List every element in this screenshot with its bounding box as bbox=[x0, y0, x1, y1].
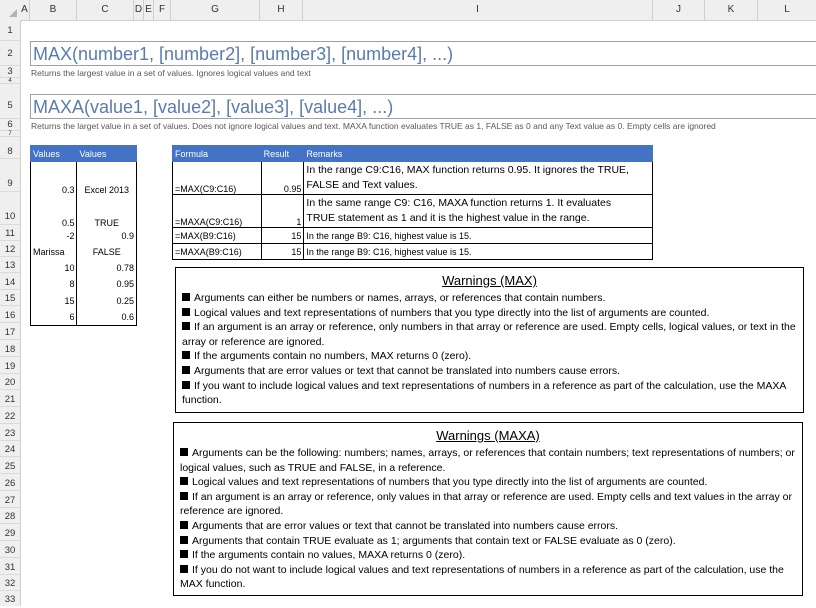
bullet-square-icon bbox=[182, 308, 190, 316]
row-header[interactable]: 7 bbox=[0, 131, 20, 137]
row-header[interactable]: 19 bbox=[0, 357, 20, 374]
warnings-max-title: Warnings (MAX) bbox=[442, 273, 537, 288]
list-item: If you want to include logical values and text representations of numbers in a reference as part of the calculation, use the MAXA function. bbox=[182, 379, 786, 407]
formula-cell[interactable]: =MAX(C9:C16) bbox=[173, 162, 262, 195]
cell-c14[interactable]: 0.95 bbox=[77, 276, 137, 293]
bullet-square-icon bbox=[182, 293, 190, 301]
remark-line: FALSE and Text values. bbox=[306, 179, 418, 191]
row-header[interactable]: 12 bbox=[0, 241, 20, 257]
table-row bbox=[31, 276, 137, 293]
values-header-b[interactable]: Values bbox=[31, 146, 77, 162]
column-header-d[interactable]: D bbox=[134, 0, 144, 20]
select-all-corner[interactable] bbox=[0, 0, 20, 20]
row-header[interactable]: 24 bbox=[0, 441, 20, 457]
row-header[interactable]: 18 bbox=[0, 340, 20, 357]
table-row bbox=[31, 309, 137, 326]
column-header-k[interactable]: K bbox=[705, 0, 758, 20]
row-header[interactable]: 21 bbox=[0, 390, 20, 407]
bullet-square-icon bbox=[180, 477, 188, 485]
bullet-square-icon bbox=[180, 448, 188, 456]
table-row bbox=[31, 260, 137, 276]
bullet-square-icon bbox=[180, 492, 188, 500]
remark-line: TRUE statement as 1 and it is the highest value in the range. bbox=[306, 212, 590, 224]
row-header[interactable]: 6 bbox=[0, 119, 20, 131]
table-row bbox=[173, 162, 653, 195]
bullet-square-icon bbox=[182, 366, 190, 374]
row-header[interactable]: 5 bbox=[0, 84, 20, 119]
list-item: If an argument is an array or reference, only numbers in that array or reference are used. Empty cells, logical values, or text in the array or reference are ignored. bbox=[182, 321, 796, 348]
list-item: Arguments can be the following: numbers; names, arrays, or references that contain numbers; text representations of numbers; or logical values, such as TRUE and FALSE, in a reference. bbox=[180, 447, 795, 474]
cell-c16[interactable]: 0.6 bbox=[77, 309, 137, 326]
row-header[interactable]: 15 bbox=[0, 290, 20, 306]
row-header-bar bbox=[0, 20, 21, 606]
column-header-b[interactable]: B bbox=[30, 0, 77, 20]
maxa-syntax-title[interactable]: MAXA(value1, [value2], [value3], [value4], ...) bbox=[30, 94, 816, 119]
column-header-e[interactable]: E bbox=[144, 0, 154, 20]
row-header[interactable]: 9 bbox=[0, 159, 20, 192]
table-row bbox=[173, 244, 653, 260]
table-row bbox=[31, 228, 137, 244]
result-cell[interactable]: 0.95 bbox=[261, 162, 304, 195]
row-header[interactable]: 3 bbox=[0, 66, 20, 78]
cell-b11[interactable]: -2 bbox=[31, 228, 77, 244]
bullet-square-icon bbox=[180, 536, 188, 544]
column-header-l[interactable]: L bbox=[784, 4, 790, 15]
cell-b10[interactable]: 0.5 bbox=[31, 195, 77, 228]
column-header-i[interactable]: I bbox=[303, 0, 653, 20]
bullet-square-icon bbox=[180, 521, 188, 529]
column-header-a[interactable]: A bbox=[20, 0, 30, 20]
formula-cell[interactable]: =MAXA(B9:C16) bbox=[173, 244, 262, 260]
row-header[interactable]: 25 bbox=[0, 457, 20, 474]
row-header[interactable]: 2 bbox=[0, 41, 20, 66]
list-item: Arguments that are error values or text that cannot be translated into numbers cause errors. bbox=[182, 364, 797, 379]
bullet-square-icon bbox=[180, 550, 188, 558]
maxa-description[interactable]: Returns the larget value in a set of values. Does not ignore logical values and text. MAXA function evaluates TRUE as 1, FALSE as 0 and any Text value as 0. Empty cells are ignored bbox=[31, 121, 716, 131]
column-header-g[interactable]: G bbox=[171, 0, 260, 20]
cell-b15[interactable]: 15 bbox=[31, 293, 77, 309]
row-header[interactable]: 31 bbox=[0, 558, 20, 575]
list-item: Arguments that are error values or text that cannot be translated into numbers cause errors. bbox=[180, 519, 796, 534]
row-header[interactable]: 4 bbox=[0, 78, 20, 84]
warnings-maxa-title: Warnings (MAXA) bbox=[436, 428, 540, 443]
cell-b9[interactable]: 0.3 bbox=[31, 162, 77, 195]
remark-cell[interactable]: In the range B9: C16, highest value is 15. bbox=[304, 228, 653, 244]
remark-cell[interactable] bbox=[304, 162, 653, 195]
bullet-square-icon bbox=[182, 351, 190, 359]
list-item: Arguments can either be numbers or names, arrays, or references that contain numbers. bbox=[182, 291, 797, 306]
row-header[interactable]: 17 bbox=[0, 323, 20, 340]
row-header[interactable]: 30 bbox=[0, 541, 20, 558]
formula-table bbox=[172, 145, 653, 260]
remarks-header[interactable]: Remarks bbox=[304, 146, 653, 162]
column-header-f[interactable]: F bbox=[154, 0, 171, 20]
cell-b14[interactable]: 8 bbox=[31, 276, 77, 293]
column-header-c[interactable]: C bbox=[77, 0, 134, 20]
column-header-h[interactable]: H bbox=[260, 0, 303, 20]
remark-cell[interactable] bbox=[304, 195, 653, 228]
cell-c11[interactable]: 0.9 bbox=[77, 228, 137, 244]
table-row bbox=[173, 228, 653, 244]
cell-c10[interactable]: TRUE bbox=[77, 195, 137, 228]
formula-header[interactable]: Formula bbox=[173, 146, 262, 162]
cell-c13[interactable]: 0.78 bbox=[77, 260, 137, 276]
list-item: If the arguments contain no numbers, MAX returns 0 (zero). bbox=[182, 349, 797, 364]
values-table bbox=[30, 145, 137, 326]
column-header-bar bbox=[0, 0, 816, 21]
row-header[interactable]: 33 bbox=[4, 594, 16, 605]
list-item: Arguments that contain TRUE evaluate as 1; arguments that contain text or FALSE evaluate as 0 (zero). bbox=[180, 534, 796, 549]
bullet-square-icon bbox=[182, 322, 190, 330]
remark-line: In the same range C9: C16, MAXA function returns 1. It evaluates bbox=[306, 197, 612, 209]
row-header[interactable]: 13 bbox=[0, 257, 20, 273]
cell-b12[interactable]: Marissa bbox=[31, 244, 77, 260]
cell-c12[interactable]: FALSE bbox=[77, 244, 137, 260]
row-header[interactable]: 16 bbox=[0, 306, 20, 323]
row-header[interactable]: 22 bbox=[0, 407, 20, 424]
list-item: If an argument is an array or reference, only values in that array or reference are used. Empty cells and text values in the array or reference are ignored. bbox=[180, 490, 792, 518]
row-header[interactable]: 10 bbox=[0, 192, 20, 225]
bullet-square-icon bbox=[182, 381, 190, 389]
remark-line: In the range C9:C16, MAX function returns 0.95. It ignores the TRUE, bbox=[306, 164, 629, 176]
row-header[interactable]: 14 bbox=[0, 273, 20, 290]
result-cell[interactable]: 15 bbox=[261, 228, 304, 244]
result-header[interactable]: Result bbox=[261, 146, 304, 162]
formula-cell[interactable]: =MAXA(C9:C16) bbox=[173, 195, 262, 228]
row-header[interactable]: 8 bbox=[0, 137, 20, 159]
list-item: If the arguments contain no values, MAXA returns 0 (zero). bbox=[180, 548, 796, 563]
table-row bbox=[31, 195, 137, 228]
row-header[interactable]: 32 bbox=[0, 575, 20, 591]
list-item: If you do not want to include logical values and text representations of numbers in a reference as part of the calculation, use the MAX function. bbox=[180, 563, 784, 591]
row-header[interactable]: 23 bbox=[0, 424, 20, 441]
cell-c9[interactable]: Excel 2013 bbox=[77, 162, 137, 195]
remark-cell[interactable]: In the range B9: C16, highest value is 15. bbox=[304, 244, 653, 260]
column-header-j[interactable]: J bbox=[653, 0, 705, 20]
bullet-square-icon bbox=[180, 565, 188, 573]
row-header[interactable]: 27 bbox=[0, 491, 20, 508]
values-header-c[interactable]: Values bbox=[77, 146, 137, 162]
warnings-max-box[interactable] bbox=[175, 267, 804, 413]
row-header[interactable]: 29 bbox=[0, 524, 20, 541]
table-row bbox=[31, 162, 137, 195]
row-header[interactable]: 1 bbox=[0, 20, 20, 41]
cell-c15[interactable]: 0.25 bbox=[77, 293, 137, 309]
table-row bbox=[31, 244, 137, 260]
table-row bbox=[31, 293, 137, 309]
row-header[interactable]: 26 bbox=[0, 474, 20, 491]
row-header[interactable]: 11 bbox=[0, 225, 20, 241]
result-cell[interactable]: 1 bbox=[261, 195, 304, 228]
list-item: Logical values and text representations of numbers that you type directly into the list of arguments are counted. bbox=[182, 306, 797, 321]
table-row bbox=[173, 195, 653, 228]
max-description[interactable]: Returns the largest value in a set of values. Ignores logical values and text bbox=[31, 68, 311, 78]
cell-b13[interactable]: 10 bbox=[31, 260, 77, 276]
result-cell[interactable]: 15 bbox=[261, 244, 304, 260]
list-item: Logical values and text representations of numbers that you type directly into the list of arguments are counted. bbox=[180, 475, 796, 490]
formula-cell[interactable]: =MAX(B9:C16) bbox=[173, 228, 262, 244]
row-header[interactable]: 20 bbox=[0, 374, 20, 390]
max-syntax-title[interactable]: MAX(number1, [number2], [number3], [number4], ...) bbox=[30, 41, 816, 66]
cell-b16[interactable]: 6 bbox=[31, 309, 77, 326]
row-header[interactable]: 28 bbox=[0, 508, 20, 524]
warnings-maxa-box[interactable] bbox=[173, 422, 803, 596]
